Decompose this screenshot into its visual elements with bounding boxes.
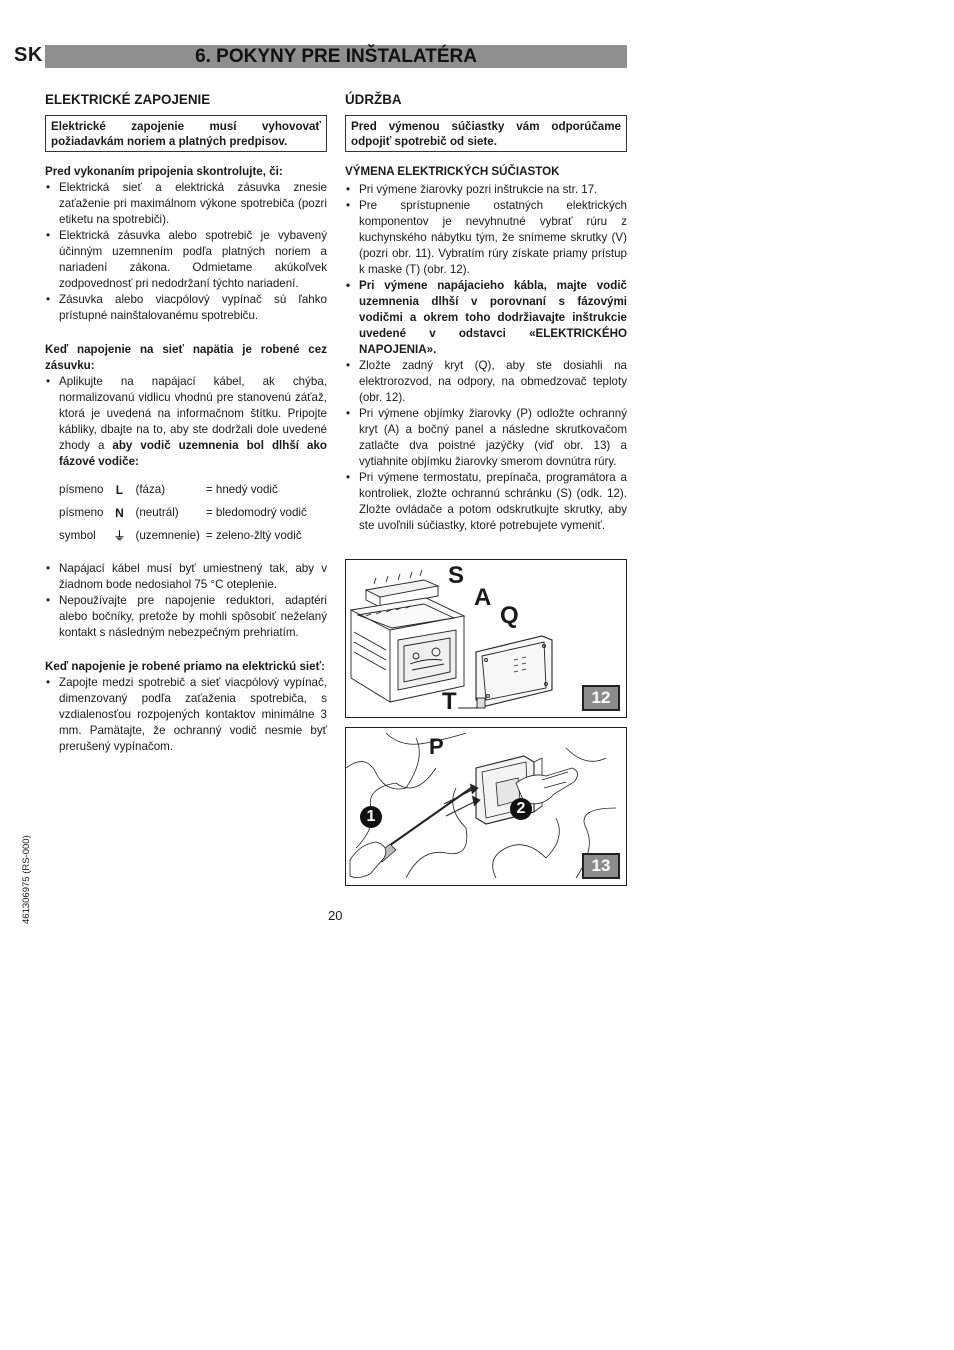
figure-13	[345, 727, 627, 886]
language-code: SK	[14, 44, 43, 66]
list-item-bold: • Pri výmene napájacieho kábla, majte vodič uzemnenia dlhší v porovnaní s fázovými vodičmi a okrem toho dodržiavajte inštrukcie uvedené v odstavci «ELEKTRICKÉHO NAPOJENIA».	[345, 278, 627, 358]
list-item: • Pri výmene objímky žiarovky (P) odložte ochranný kryt (A) a bočný panel a následne skrutkovačom zatlačte dva poistné jazýčky (viď obr. 13) a vytiahnite objímku žiarovky smerom dovnútra rúry.	[345, 406, 627, 470]
socket-item-bold: aby vodič uzemnenia bol dlhší ako fázové vodiče:	[59, 439, 327, 468]
list-item: • Pre sprístupnenie ostatných elektrických komponentov je nevyhnutné vybrať rúru z kuchynského nábytku tým, že snímeme skrutky (V) (pozri obr. 11). Vybratím rúry získate priamy prístup k maske (T) (obr. 12).	[345, 198, 627, 278]
check-lead: Pred vykonaním pripojenia skontrolujte, či:	[45, 165, 283, 178]
warning-box-electrical: Elektrické zapojenie musí vyhovovať požiadavkám noriem a platných predpisov.	[45, 115, 327, 152]
table-row	[59, 482, 313, 505]
wire-color: = zeleno-žltý vodič	[205, 529, 302, 542]
wire-table	[59, 482, 313, 551]
wire-kind: písmeno	[59, 483, 104, 496]
wire-color: = hnedý vodič	[205, 483, 278, 496]
socket-lead: Keď napojenie na sieť napätia je robené cez zásuvku:	[45, 343, 327, 372]
wire-kind: symbol	[59, 529, 96, 542]
check-list	[45, 180, 327, 324]
socket-list	[45, 374, 327, 470]
wire-symbol: N	[115, 506, 124, 520]
wire-color: = bledomodrý vodič	[205, 506, 307, 519]
label-Q: Q	[500, 602, 519, 629]
subheading-components: VÝMENA ELEKTRICKÝCH SÚČIASTOK	[345, 165, 560, 178]
list-item: • Zapojte medzi spotrebič a sieť viacpólový vypínač, dimenzovaný podľa zaťaženia spotrebiča, s vzdialenosťou rozpojených kontaktov minimálne 3 mm. Pamätajte, že ochranný vodič nesmie byť prerušený vypínačom.	[45, 675, 327, 755]
wire-name: (fáza)	[135, 483, 166, 496]
table-row	[59, 528, 313, 551]
warning-box-maintenance: Pred výmenou súčiastky vám odporúčame odpojiť spotrebič od siete.	[345, 115, 627, 152]
direct-list	[45, 675, 327, 755]
wire-name: (uzemnenie)	[135, 529, 200, 542]
page-number: 20	[328, 908, 343, 923]
section-heading-maintenance: ÚDRŽBA	[345, 92, 402, 107]
wire-name: (neutrál)	[135, 506, 179, 519]
list-item: • Nepoužívajte pre napojenie reduktori, adaptéri alebo bočníky, pretože by mohli spôsobiť neželaný kontakt s následným nebezpečným prehriatím.	[45, 593, 327, 641]
list-item: • Elektrická zásuvka alebo spotrebič je vybavený účinným uzemnením podľa platných noriem a nariadení zákona. Odmietame akúkoľvek zodpovednosť pri nedodržaní týchto nariadení.	[45, 228, 327, 292]
step-1-badge: 1	[360, 806, 382, 828]
figure-number-13: 13	[582, 853, 620, 879]
label-S: S	[448, 562, 465, 589]
list-item	[45, 374, 327, 470]
list-item: • Zložte zadný kryt (Q), aby ste dosiahli na elektrorozvod, na odpory, na obmedzovač teploty (obr. 12).	[345, 358, 627, 406]
list-item: • Elektrická sieť a elektrická zásuvka znesie zaťaženie pri maximálnom výkone spotrebiča (pozri etiketu na spotrebiči).	[45, 180, 327, 228]
label-A: A	[474, 584, 492, 611]
maintenance-list	[345, 182, 627, 534]
label-T: T	[442, 688, 457, 715]
table-row	[59, 505, 313, 528]
step-2-badge: 2	[510, 798, 532, 820]
section-heading-electrical: ELEKTRICKÉ ZAPOJENIE	[45, 92, 211, 107]
page-title: 6. POKYNY PRE INŠTALATÉRA	[45, 45, 627, 68]
left-column	[45, 92, 327, 755]
socket-item-text: Aplikujte na napájací kábel, ak chýba, normalizovanú vidlicu vhodnú pre stanovenú záťaž, ktorá je uvedená na informačnom štítku. Pripojte kábliky, dbajte na to, aby ste dodržali dole uvedené zhody a	[59, 375, 327, 452]
direct-lead: Keď napojenie je robené priamo na elektrickú sieť:	[45, 660, 325, 673]
figure-number-12: 12	[582, 685, 620, 711]
wire-kind: písmeno	[59, 506, 104, 519]
earth-icon: ⏚	[113, 529, 126, 543]
figure-12	[345, 559, 627, 718]
wire-symbol: L	[115, 483, 124, 497]
list-item: • Pri výmene žiarovky pozri inštrukcie na str. 17.	[345, 182, 627, 198]
document-reference: 461306975 (RS-000)	[21, 835, 32, 924]
list-item: • Zásuvka alebo viacpólový vypínač sú ľahko prístupné nainštalovanému spotrebiču.	[45, 292, 327, 324]
list-item: • Pri výmene termostatu, prepínača, programátora a kontroliek, zložte ochrannú schránku (S) (odk. 12). Zložte ovládače a potom odskrutkujte skrutky, aby ste uvoľnili súčiastky, ktoré potrebujete vymeniť.	[345, 470, 627, 534]
list-item: • Napájací kábel musí byť umiestnený tak, aby v žiadnom bode nedosiahol 75 °C oteplenie.	[45, 561, 327, 593]
right-column	[345, 92, 627, 534]
label-P: P	[429, 734, 444, 759]
cable-list	[45, 561, 327, 641]
